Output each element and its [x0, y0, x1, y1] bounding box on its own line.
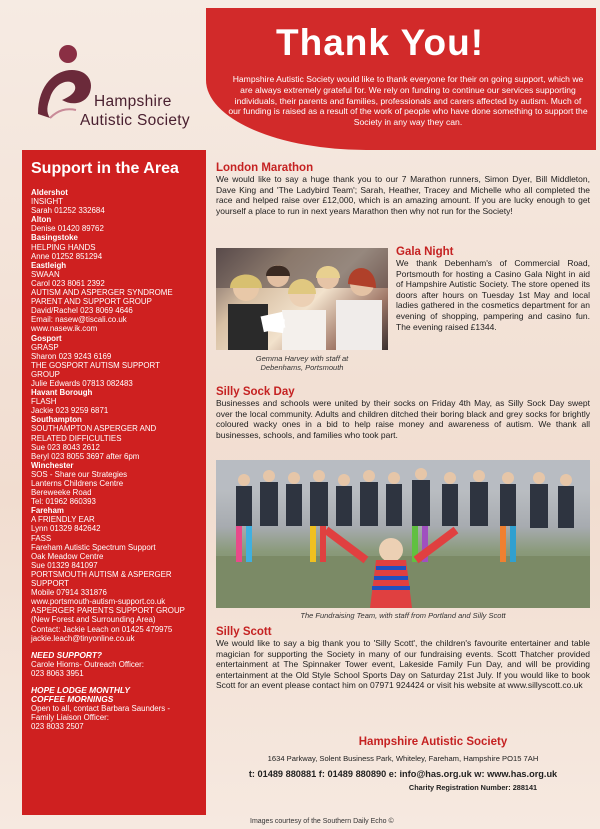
footer-org: Hampshire Autistic Society: [358, 736, 508, 748]
team-caption: The Fundraising Team, with staff from Portland and Silly Scott: [300, 611, 506, 620]
logo: [14, 22, 204, 142]
need-support-phone: 023 8063 3951: [31, 668, 84, 678]
support-list-item: A FRIENDLY EAR: [31, 515, 95, 525]
support-list-item: Sue 01329 841097: [31, 560, 98, 570]
hope-lodge-block: [31, 686, 198, 731]
support-sidebar: [22, 150, 206, 815]
support-list-item: AUTISM AND ASPERGER SYNDROME: [31, 288, 173, 298]
support-list-item: Email: nasew@tiscali.co.uk: [31, 315, 127, 325]
support-list-item: ASPERGER PARENTS SUPPORT GROUP: [31, 606, 185, 616]
support-list-item: (New Forest and Surrounding Area): [31, 615, 156, 625]
need-support-title: NEED SUPPORT?: [31, 649, 103, 660]
need-support-line: Carole Hiorns- Outreach Officer:: [31, 659, 144, 669]
hope-lodge-title1: HOPE LODGE MONTHLY: [31, 684, 130, 695]
footer: [216, 736, 590, 792]
support-list-item: SUPPORT: [31, 579, 70, 589]
support-list-item: GRASP: [31, 342, 59, 352]
marathon-text: We would like to say a huge thank you to our 7 Marathon runners, Simon Dyer, Bill Middleton, Dave King and 'The Ladybird Team'; Sarah, Heather, Tracey and Michelle who all completed the race and helped raise over £12,000, which is an amazing amount. If you are lucky enough to get yourself a place to run in next years Marathon then why not run for the Society!: [216, 174, 590, 216]
support-list-item: THE GOSPORT AUTISM SUPPORT: [31, 360, 160, 370]
team-photo-image: [216, 460, 590, 608]
sock-section: [216, 386, 590, 440]
support-list-item: Lynn 01329 842642: [31, 524, 101, 534]
intro-text: Hampshire Autistic Society would like to thank everyone for their on going support, which we are always extremely grateful for. We rely on funding to continue our services supporting individuals, their parents and families, professionals and carers affected by autism. Much of our funding is raised as a result of the work of people who have done something to support the Society in any way they can.: [228, 74, 588, 128]
support-list-item: Bereweeke Road: [31, 488, 92, 498]
gala-photo: [216, 248, 388, 350]
support-list-item: FASS: [31, 533, 52, 543]
image-credit: Images courtesy of the Southern Daily Echo ©: [250, 818, 394, 825]
support-area-heading: Winchester: [31, 460, 74, 470]
support-area-heading: Gosport: [31, 333, 62, 343]
gala-title: Gala Night: [396, 246, 454, 258]
support-list-item: INSIGHT: [31, 197, 64, 207]
support-list-item: HELPING HANDS: [31, 242, 96, 252]
support-list-item: www.nasew.ik.com: [31, 324, 98, 334]
support-list-item: PORTSMOUTH AUTISM & ASPERGER: [31, 569, 172, 579]
hope-lodge-line1: Open to all, contact Barbara Saunders -: [31, 704, 171, 714]
support-area-heading: Aldershot: [31, 188, 68, 197]
need-support-block: [31, 651, 198, 678]
gala-caption-line2: Debenhams, Portsmouth: [260, 363, 344, 372]
support-list-item: Sue 023 8043 2612: [31, 442, 100, 452]
footer-contact: t: 01489 880881 f: 01489 880890 e: info@has.org.uk w: www.has.org.uk: [248, 769, 558, 779]
gala-caption: [216, 354, 388, 372]
team-photo: [216, 460, 590, 608]
support-list-item: Fareham Autistic Spectrum Support: [31, 542, 156, 552]
hope-lodge-phone: 023 8033 2507: [31, 722, 84, 732]
support-area-heading: Eastleigh: [31, 260, 67, 270]
logo-text-line2: Autistic Society: [80, 112, 190, 129]
support-area-heading: Havant Borough: [31, 388, 93, 398]
charity-number: Charity Registration Number: 288141: [408, 783, 538, 792]
gala-text: We thank Debenham's of Commercial Road, Portsmouth for hosting a Casino Gala Night in aid of Hampshire Autistic Society. The store opened its doors after hours on Tuesday 1st May and local ladies gathered in the cosmetics department for an evening of shopping, pampering and casino fun. The evening raised £1344.: [396, 258, 590, 332]
page-title: Thank You!: [276, 22, 485, 63]
support-list-item: SWAAN: [31, 269, 60, 279]
support-list-item: SOS - Share our Strategies: [31, 469, 128, 479]
scott-title: Silly Scott: [216, 626, 272, 638]
thank-you-banner: [206, 8, 596, 150]
logo-text-line1: Hampshire: [94, 93, 172, 110]
support-list-item: Beryl 023 8055 3697 after 6pm: [31, 451, 140, 461]
gala-photo-image: [216, 248, 388, 350]
support-list-item: Anne 01252 851294: [31, 251, 103, 261]
support-area-heading: Alton: [31, 215, 52, 225]
gala-section: [396, 246, 590, 332]
gala-caption-line1: Gemma Harvey with staff at: [255, 354, 349, 363]
support-list-item: Mobile 07914 331876: [31, 588, 107, 598]
sock-text: Businesses and schools were united by their socks on Friday 4th May, as Silly Sock Day swept over the local community. Adults and children ditched their boring black and grey socks for brightly coloured wacky ones in a bid to help raise money and awareness of autism. We thank all businesses, schools, and families who took part.: [216, 398, 590, 440]
support-list-item: GROUP: [31, 369, 60, 379]
hope-lodge-title2: COFFEE MORNINGS: [31, 694, 114, 705]
support-list-item: Julie Edwards 07813 082483: [31, 378, 133, 388]
sidebar-title: Support in the Area: [31, 160, 179, 177]
support-list-item: SOUTHAMPTON ASPERGER AND: [31, 424, 157, 434]
marathon-section: [216, 162, 590, 216]
support-area-heading: Fareham: [31, 506, 64, 516]
support-list-item: Carol 023 8061 2392: [31, 278, 105, 288]
footer-address: 1634 Parkway, Solent Business Park, Whiteley, Fareham, Hampshire PO15 7AH: [267, 754, 539, 763]
support-area-heading: Southampton: [31, 415, 82, 425]
support-list-item: FLASH: [31, 397, 57, 407]
support-list-item: jackie.leach@tinyonline.co.uk: [31, 633, 135, 643]
scott-section: [216, 626, 590, 691]
support-list-item: David/Rachel 023 8069 4646: [31, 306, 133, 316]
support-list-item: Jackie 023 9259 6871: [31, 406, 109, 416]
support-list-item: PARENT AND SUPPORT GROUP: [31, 297, 152, 307]
sock-title: Silly Sock Day: [216, 386, 295, 398]
support-list-item: Oak Meadow Centre: [31, 551, 104, 561]
scott-text: We would like to say a big thank you to 'Silly Scott', the children's favourite entertainer and table magician for supporting the Society in many of our fundraising events. Scott Thatcher provided entertainment at The Spinnaker Tower event, Lakeside Family Fun Day, and will be providing entertainment at the Old Style School Sports Day on Saturday 21st July. If you would like to book Scott for an event please contact him on 07971 924424 or visit his website at www.sillyscott.co.uk: [216, 638, 590, 691]
support-list-item: Sharon 023 9243 6169: [31, 351, 112, 361]
support-list-item: Lanterns Childrens Centre: [31, 479, 124, 488]
support-list-item: RELATED DIFFICULTIES: [31, 433, 122, 443]
support-list-item: www.portsmouth-autism-support.co.uk: [31, 597, 166, 607]
marathon-title: London Marathon: [216, 162, 314, 174]
support-list-item: Contact: Jackie Leach on 01425 479975: [31, 624, 173, 634]
support-area-heading: Basingstoke: [31, 233, 78, 243]
support-list-item: Denise 01420 89762: [31, 224, 104, 234]
support-list-item: Tel: 01962 860393: [31, 497, 96, 507]
support-list: [31, 188, 198, 643]
hope-lodge-line2: Family Liaison Officer:: [31, 713, 109, 723]
support-list-item: Sarah 01252 332684: [31, 206, 105, 216]
